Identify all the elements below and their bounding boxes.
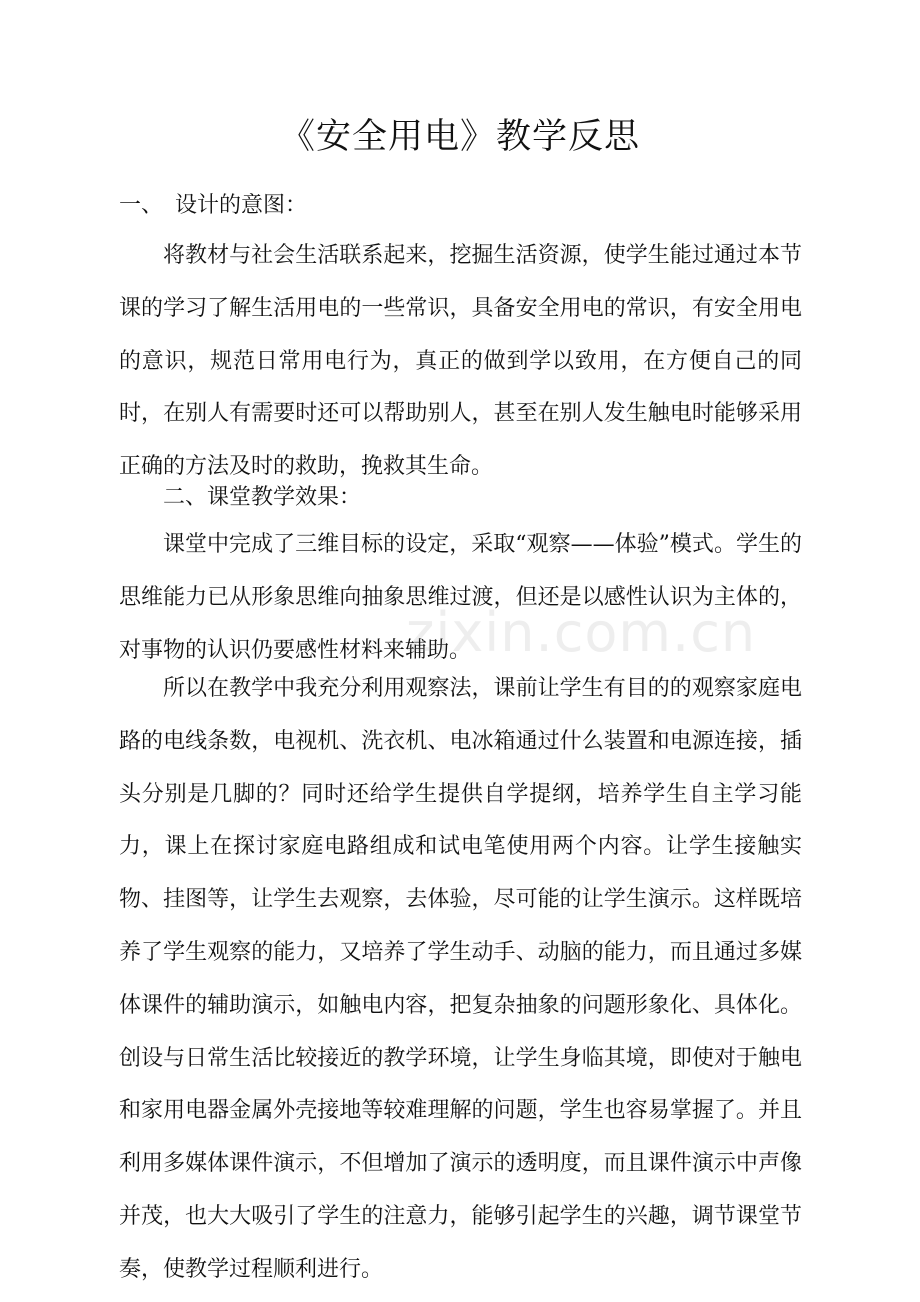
section-heading-text: 设计的意图： xyxy=(175,193,308,218)
section-heading-teaching-effect: 二、课堂教学效果： xyxy=(163,485,362,510)
watermark: zixin.com.cn xyxy=(406,601,757,664)
paragraph-teaching-effect: 课堂中完成了三维目标的设定，采取“观察——体验”模式。学生的思维能力已从形象思维向抽象思维过渡，但还是以感性认识为主体的，对事物的认识仍要感性材料来辅助。 xyxy=(119,532,802,663)
section-heading-design-intent xyxy=(119,180,802,233)
paragraph-observation-method: 所以在教学中我充分利用观察法，课前让学生有目的的观察家庭电路的电线条数，电视机、洗衣机、电冰箱通过什么装置和电源连接，插头分别是几脚的？同时还给学生提供自学提纲，培养学生自主学习能力，课上在探讨家庭电路组成和试电笔使用两个内容。让学生接触实物、挂图等，让学生去观察，去体验，尽可能的让学生演示。这样既培养了学生观察的能力，又培养了学生动手、动脑的能力，而且通过多媒体课件的辅助演示，如触电内容，把复杂抽象的问题形象化、具体化。创设与日常生活比较接近的教学环境，让学生身临其境，即使对于触电和家用电器金属外壳接地等较难理解的问题，学生也容易掌握了。并且利用多媒体课件演示，不但增加了演示的透明度，而且课件演示中声像并茂，也大大吸引了学生的注意力，能够引起学生的兴趣，调节课堂节奏，使教学过程顺利进行。 xyxy=(119,676,802,1282)
paragraph-design-intent: 将教材与社会生活联系起来，挖掘生活资源，使学生能过通过本节课的学习了解生活用电的一些常识，具备安全用电的常识，有安全用电的意识，规范日常用电行为，真正的做到学以致用，在方便自己的同时，在别人有需要时还可以帮助别人，甚至在别人发生触电时能够采用正确的方法及时的救助，挽救其生命。 xyxy=(119,243,802,480)
document-title: 《安全用电》教学反思 xyxy=(279,117,640,157)
section-number: 一、 xyxy=(119,193,164,218)
